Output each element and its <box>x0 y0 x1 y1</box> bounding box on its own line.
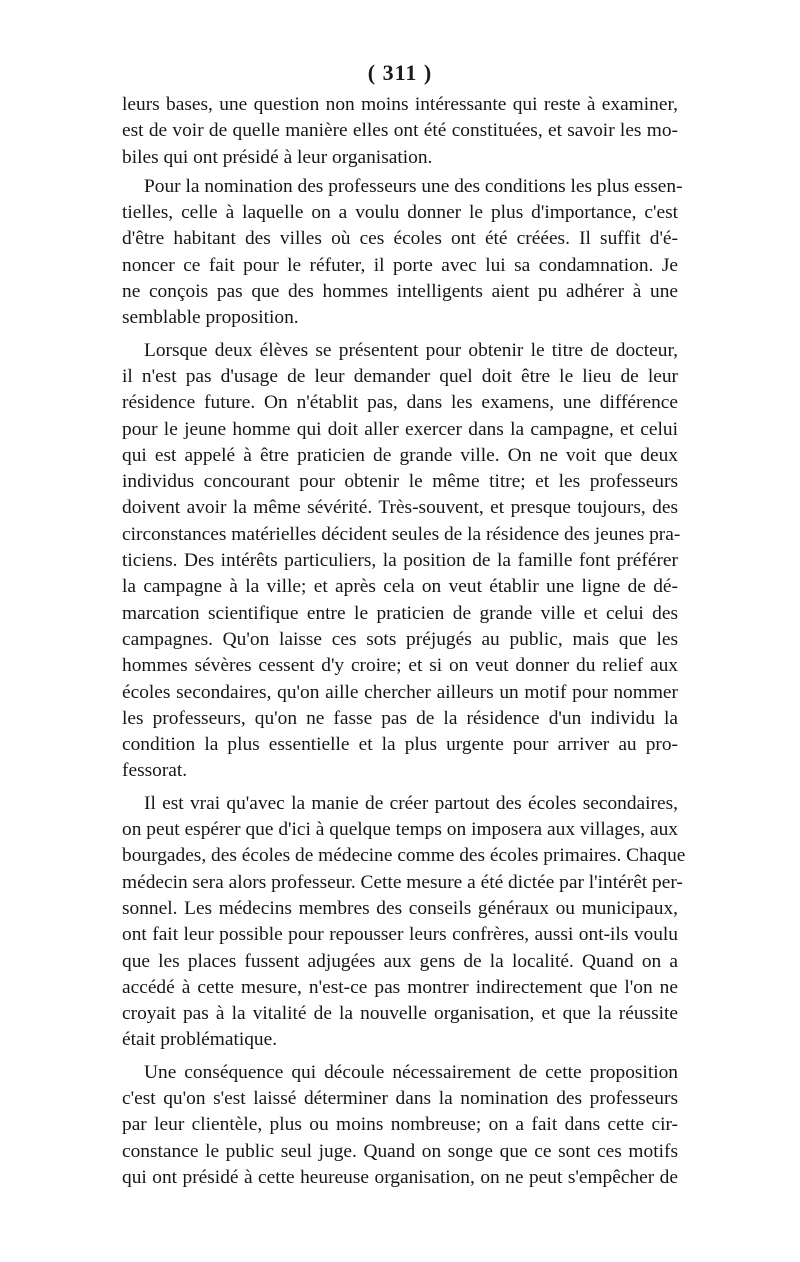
text-line: Il est vrai qu'avec la manie de créer partout des écoles secondaires, <box>144 792 678 814</box>
text-line: d'être habitant des villes où ces écoles ont été créées. Il suffit d'é- <box>122 228 678 250</box>
text-line: condition la plus essentielle et la plus urgente pour arriver au pro- <box>122 734 678 756</box>
paragraph <box>122 174 683 332</box>
text-line: ticiens. Des intérêts particuliers, la position de la famille font préférer <box>122 550 678 572</box>
text-line: écoles secondaires, qu'on aille chercher ailleurs un motif pour nommer <box>122 681 678 703</box>
text-line: on peut espérer que d'ici à quelque temps on imposera aux villages, aux <box>122 819 678 841</box>
text-line: par leur clientèle, plus ou moins nombreuse; on a fait dans cette cir- <box>122 1114 678 1136</box>
text-line: qui ont présidé à cette heureuse organisation, on ne peut s'empêcher de <box>122 1166 678 1188</box>
text-line: semblable proposition. <box>122 307 299 329</box>
text-line: marcation scientifique entre le praticien de grande ville et celui des <box>122 602 678 624</box>
text-line: doivent avoir la même sévérité. Très-souvent, et presque toujours, des <box>122 497 678 519</box>
text-line: circonstances matérielles décident seules de la résidence des jeunes pra- <box>122 523 681 545</box>
text-line: noncer ce fait pour le réfuter, il porte avec lui sa condamnation. Je <box>122 254 678 276</box>
text-line: bourgades, des écoles de médecine comme des écoles primaires. Chaque <box>122 845 686 867</box>
text-line: leurs bases, une question non moins intéressante qui reste à examiner, <box>122 94 678 115</box>
text-line: résidence future. On n'établit pas, dans les examens, une différence <box>122 392 678 414</box>
text-line: campagnes. Qu'on laisse ces sots préjugés au public, mais que les <box>122 628 678 650</box>
text-line: ne conçois pas que des hommes intelligents aient pu adhérer à une <box>122 281 678 303</box>
text-line: fessorat. <box>122 760 188 782</box>
page-number: ( 311 ) <box>367 60 433 85</box>
text-line: individus concourant pour obtenir le même titre; et les professeurs <box>122 471 678 493</box>
text-line: ont fait leur possible pour repousser leurs confrères, aussi ont-ils voulu <box>122 924 678 946</box>
text-line: il n'est pas d'usage de leur demander quel doit être le lieu de leur <box>122 365 678 387</box>
text-line: croyait pas à la vitalité de la nouvelle organisation, et que la réussite <box>122 1003 678 1025</box>
paragraph <box>122 338 681 785</box>
text-line: médecin sera alors professeur. Cette mesure a été dictée par l'intérêt per- <box>122 871 683 893</box>
paragraph <box>122 92 678 171</box>
text-line: accédé à cette mesure, n'est-ce pas montrer indirectement que l'on ne <box>122 976 678 998</box>
paragraph <box>122 791 686 1054</box>
text-line: les professeurs, qu'on ne fasse pas de la résidence d'un individu la <box>122 707 678 729</box>
text-line: Une conséquence qui découle nécessairement de cette proposition <box>144 1061 678 1083</box>
text-line: hommes sévères cessent d'y croire; et si on veut donner du relief aux <box>122 655 678 677</box>
paragraph <box>122 1060 678 1191</box>
text-line: était problématique. <box>122 1029 278 1051</box>
text-line: pour le jeune homme qui doit aller exercer dans la campagne, et celui <box>122 418 678 440</box>
text-line: sonnel. Les médecins membres des conseils généraux ou municipaux, <box>122 897 678 919</box>
text-line: la campagne à la ville; et après cela on veut établir une ligne de dé- <box>122 576 678 598</box>
text-line: qui est appelé à être praticien de grande ville. On ne voit que deux <box>122 444 678 466</box>
text-line: c'est qu'on s'est laissé déterminer dans la nomination des professeurs <box>122 1087 678 1109</box>
text-line: est de voir de quelle manière elles ont été constituées, et savoir les mo- <box>122 120 678 142</box>
text-line: Lorsque deux élèves se présentent pour obtenir le titre de docteur, <box>144 339 678 361</box>
text-line: biles qui ont présidé à leur organisation. <box>122 146 433 168</box>
text-line: constance le public seul juge. Quand on songe que ce sont ces motifs <box>122 1140 678 1162</box>
text-line: Pour la nomination des professeurs une des conditions les plus essen- <box>144 175 683 197</box>
text-line: que les places fussent adjugées aux gens de la localité. Quand on a <box>122 950 678 972</box>
text-line: tielles, celle à laquelle on a voulu donner le plus d'importance, c'est <box>122 202 678 224</box>
body-text <box>122 92 686 1191</box>
